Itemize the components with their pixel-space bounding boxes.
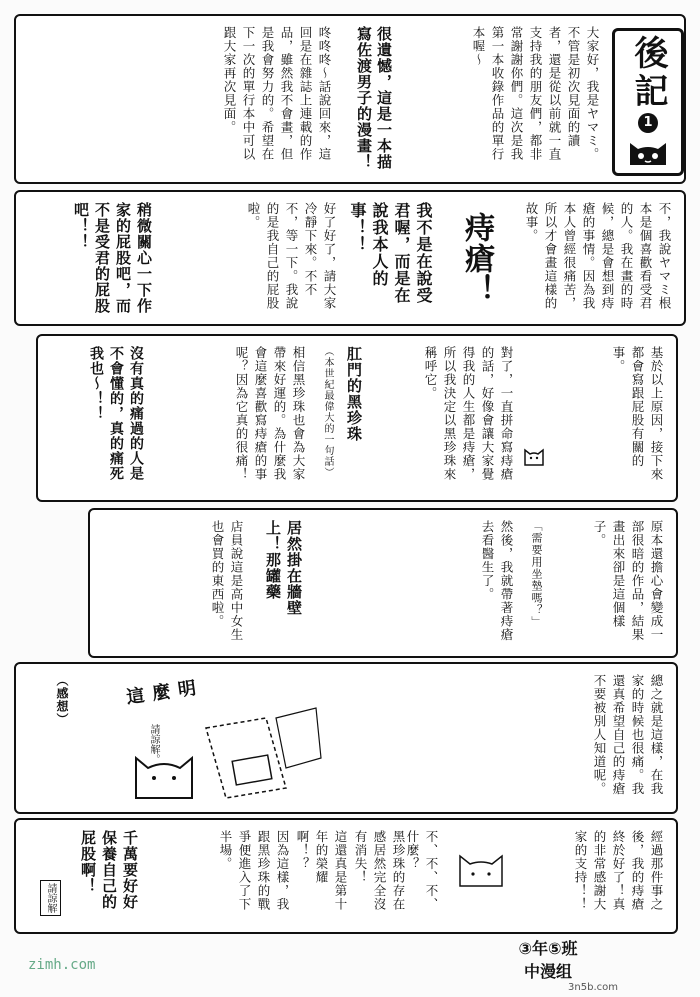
cat-outline-icon (456, 850, 506, 890)
hemorrhoid-title: 痔瘡！ (459, 212, 494, 305)
title-block (612, 28, 684, 176)
credit-site: 3n5b.com (568, 982, 618, 993)
hemorrhoid-text-2: 好了好了，請大家冷靜下來。不不不，等一下。我說的是我自己的屁股啦。 (246, 202, 337, 310)
drawing-scribble-label: 這麼明 (125, 676, 206, 709)
cat-doodle-icon (522, 444, 546, 468)
credit-class: ③年⑤班 (518, 939, 578, 958)
black-pearl-title: 肛門的黑珍珠 (345, 346, 363, 442)
final-signature: 請諒解 (40, 880, 61, 916)
cat-face-icon (626, 137, 670, 167)
black-pearl-subtitle: （本世紀最偉大的一句話） (322, 346, 333, 478)
page-title: 後記 (628, 35, 668, 111)
ointment-text-2: 然後，我就帶著痔瘡去看醫生了。 (480, 520, 514, 642)
final-text-5: 因為這樣，我跟黑珍珠的戰爭便進入了下半場。 (218, 830, 290, 911)
drawing-bold-text: （感想） (55, 674, 69, 726)
black-pearl-text-1: 對了，一直拼命寫痔瘡的話，好像會讓大家覺得我的人生都是痔瘡，所以我決定以黑珍珠來稱呼它。 (423, 346, 514, 481)
hemorrhoid-panel (14, 190, 686, 326)
drawing-panel (14, 662, 678, 814)
scanlation-credit (478, 936, 618, 993)
black-pearl-panel (36, 334, 678, 502)
watermark: zimh.com (28, 957, 96, 973)
black-pearl-closing: 沒有真的痛過的人是不會懂的，真的痛死我也～！！ (88, 346, 144, 481)
ointment-bold: 居然掛在牆壁上！那罐藥 (264, 520, 303, 616)
hemorrhoid-text-1: 不，我說ヤマミ根本是個喜歡看受君的人。我在畫的時候，總是會想到痔瘡的事情。因為我本人曾經很痛苦，所以才會畫這樣的故事。 (524, 202, 672, 310)
intro-text-2: 咚咚咚～話說回來，這回是在雜誌上連載的作品，雖然我不會畫，但是我會努力的。希望在下一次的單行本中可以跟大家再次見面。 (222, 26, 332, 161)
ointment-text-1: 原本還擔心會變成一部很暗的作品，結果畫出來卻是這個樣子。 (592, 520, 664, 642)
final-panel (14, 818, 678, 934)
drawing-signature: 請諒解。 (148, 724, 159, 764)
hemorrhoid-closing: 稍微關心一下作家的屁股吧，而不是受君的屁股吧！！ (72, 202, 153, 314)
ointment-text-3: 店員說這是高中女生也會買的東西啦。 (210, 520, 244, 642)
ointment-quote: 「需要用坐墊嗎？」 (530, 520, 543, 628)
credit-group: 中漫组 (523, 962, 572, 981)
top-panel (14, 14, 686, 184)
final-text-4: 這還真是第十年的榮耀啊！？ (295, 830, 348, 911)
drawing-text-1: 總之就是這樣，在我家的時候也很痛。我還真希望自己的痔瘡不要被別人知道呢。 (592, 674, 664, 796)
black-pearl-text-2: 相信黑珍珠也會為大家帶來好運的。為什麼我會這麼喜歡寫痔瘡的事呢？因為它真的很痛！ (234, 346, 306, 481)
ointment-panel (88, 508, 678, 658)
final-text-2: 不、不、不、什麼？ (405, 830, 439, 911)
page-number-badge: 1 (638, 113, 658, 133)
intro-bold-text: 很遺憾，這是一本描寫佐渡男子的漫畫！ (355, 26, 393, 170)
intro-text: 大家好，我是ヤマミ。不管是初次見面的讀者，還是從以前就一直支持我的朋友們，都非常謝謝你們。這次是我第一本收錄作品的單行本喔～ (471, 26, 600, 161)
final-text-3: 黑珍珠的存在感居然完全沒有消失！ (353, 830, 406, 911)
black-pearl-side-text: 基於以上原因，接下來都會寫跟屁股有關的事。 (611, 346, 664, 481)
final-text-1: 經過那件事之後，我的痔瘡終於好了！真的非常感謝大家的支持！！ (573, 830, 664, 911)
final-closing: 千萬要好好保養自己的屁股啊！ (79, 830, 139, 910)
hemorrhoid-quote: 我不是在說受君喔，而是在說我本人的事！！ (348, 202, 433, 304)
